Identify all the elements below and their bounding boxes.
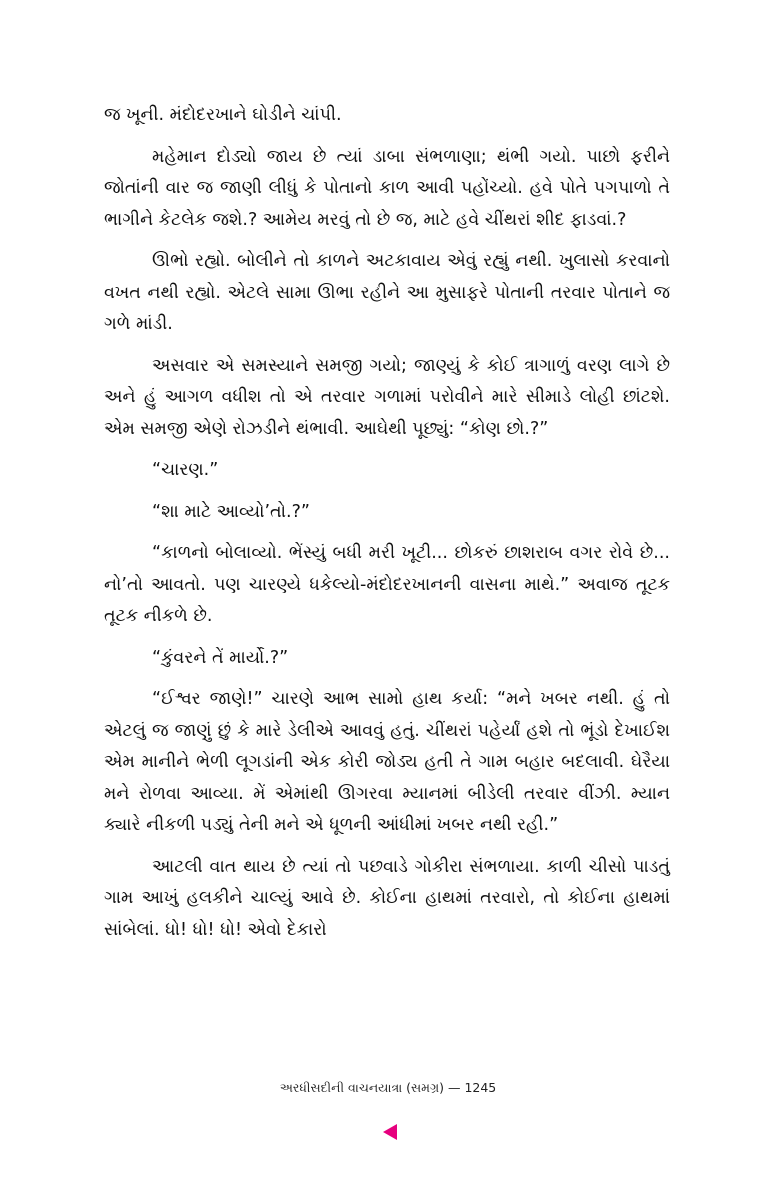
- paragraph: મહેમાન દોડ્યો જાય છે ત્યાં ડાબા સંભળાણા; થંભી ગયો. પાછો ફરીને જોતાંની વાર જ જાણી લીધું કે પોતાનો કાળ આવી પહોંચ્યો. હવે પોતે પગપાળો તે ભાગીને કેટલેક જશે.? આમેય મરવું તો છે જ, માટે હવે ચીંથરાં શીદ ફાડવાં.?: [104, 146, 670, 230]
- previous-page-arrow-icon[interactable]: [383, 1124, 397, 1140]
- paragraph: “ઈશ્વર જાણે!” ચારણે આભ સામો હાથ કર્યા: “મને ખબર નથી. હું તો એટલું જ જાણું છું કે મારે ડેલીએ આવવું હતું. ચીંથરાં પહેર્યાં હશે તો ભૂંડો દેખાઈશ એમ માનીને ભેળી લૂગડાંની એક કોરી જોડ્ય હતી તે ગામ બહાર બદલાવી. ઘેરૈયા મને રોળવા આવ્યા. મેં એમાંથી ઊગરવા મ્યાનમાં બીડેલી તરવાર વીંઝી. મ્યાન ક્યારે નીકળી પડ્યું તેની મને એ ધૂળની આંધીમાં ખબર નથી રહી.”: [104, 689, 670, 835]
- paragraph: “કુંવરને તેં માર્યો.?”: [152, 647, 289, 668]
- page-footer: અરધીસદીની વાચનયાત્રા (સમગ્ર) — 1245: [279, 1080, 497, 1095]
- paragraph: “શા માટે આવ્યો’તો.?”: [152, 501, 310, 522]
- paragraph: જ ખૂની. મંદોદરખાને ઘોડીને ચાંપી.: [104, 105, 342, 125]
- paragraph: આટલી વાત થાય છે ત્યાં તો પછવાડે ગોકીરા સંભળાયા. કાળી ચીસો પાડતું ગામ આખું હલકીને ચાલ્યું આવે છે. કોઈના હાથમાં તરવારો, તો કોઈના હાથમાં સાંબેલાં. ધો! ધો! ધો! એવો દેકારો: [104, 856, 670, 940]
- paragraph: “ચારણ.”: [152, 460, 219, 480]
- paragraph: અસવાર એ સમસ્યાને સમજી ગયો; જાણ્યું કે કોઈ ત્રાગાળું વરણ લાગે છે અને હું આગળ વધીશ તો એ તરવાર ગળામાં પરોવીને મારે સીમાડે લોહી છાંટશે. એમ સમજી એણે રોઝડીને થંભાવી. આઘેથી પૂછ્યું: “કોણ છો.?”: [104, 355, 670, 439]
- page-body: [104, 100, 670, 956]
- paragraph: ઊભો રહ્યો. બોલીને તો કાળને અટકાવાય એવું રહ્યું નથી. ખુલાસો કરવાનો વખત નથી રહ્યો. એટલે સામા ઊભા રહીને આ મુસાફરે પોતાની તરવાર પોતાને જ ગળે માંડી.: [104, 251, 670, 334]
- paragraph: “કાળનો બોલાવ્યો. ભેંસ્યું બધી મરી ખૂટી... છોકરું છાશરાબ વગર રોવે છે... નો’તો આવતો. પણ ચારણ્યે ધકેલ્યો-મંદોદરખાનની વાસના માથે.” અવાજ તૂટક તૂટક નીકળે છે.: [104, 543, 670, 626]
